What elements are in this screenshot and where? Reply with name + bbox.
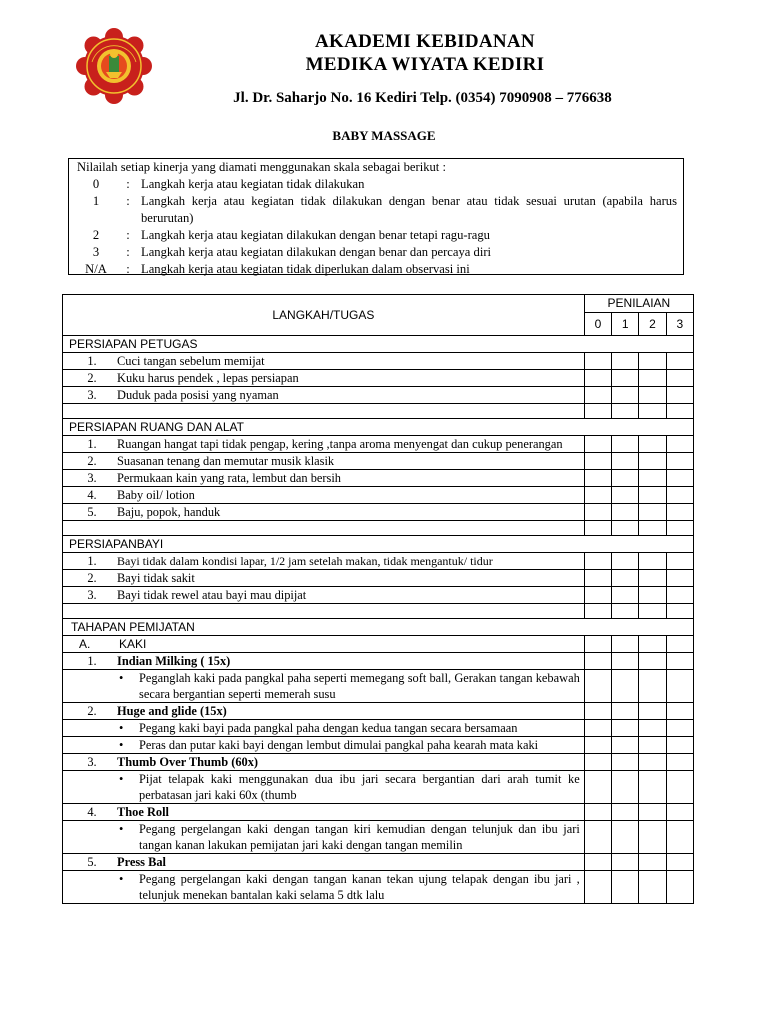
bullet-cell [63, 871, 585, 904]
score-cell[interactable] [639, 653, 666, 670]
score-cell[interactable] [584, 737, 611, 754]
task-cell [63, 387, 585, 404]
step-number: 1. [87, 654, 97, 668]
score-cell[interactable] [584, 487, 611, 504]
score-cell[interactable] [666, 453, 693, 470]
score-cell[interactable] [612, 453, 639, 470]
scale-intro: Nilailah setiap kinerja yang diamati menggunakan skala sebagai berikut : [77, 160, 446, 174]
spacer-row [63, 521, 694, 536]
scale-code: N/A [85, 262, 107, 276]
step-title: Press Bal [117, 855, 166, 869]
scale-row [77, 261, 677, 278]
step-cell [63, 703, 585, 720]
step-row [63, 854, 694, 871]
score-cell[interactable] [612, 487, 639, 504]
bullet-icon: • [119, 738, 124, 752]
score-col-1: 1 [612, 313, 639, 336]
score-cell[interactable] [612, 387, 639, 404]
item-number: 2. [87, 571, 97, 585]
item-number: 4. [87, 488, 97, 502]
bullet-text: Pegang pergelangan kaki dengan tangan kiri kemudian dengan telunjuk dan ibu jari tangan kanan lakukan pemijatan jari kaki dengan tangan memilin [139, 822, 580, 852]
score-cell[interactable] [612, 353, 639, 370]
item-number: 3. [87, 388, 97, 402]
score-cell[interactable] [666, 720, 693, 737]
task-column-header: LANGKAH/TUGAS [63, 295, 585, 336]
item-text: Cuci tangan sebelum memijat [117, 354, 265, 368]
score-col-3: 3 [666, 313, 693, 336]
score-cell[interactable] [612, 636, 639, 653]
score-cell[interactable] [584, 670, 611, 703]
score-cell[interactable] [584, 854, 611, 871]
score-cell[interactable] [612, 570, 639, 587]
score-cell[interactable] [639, 821, 666, 854]
score-cell[interactable] [584, 370, 611, 387]
score-cell[interactable] [612, 771, 639, 804]
score-cell[interactable] [584, 871, 611, 904]
section-title-ruang: PERSIAPAN RUANG DAN ALAT [63, 419, 694, 436]
bullet-text: Pijat telapak kaki menggunakan dua ibu jari secara bergantian dari arah tumit ke perbatasan jari kaki 60x (thumb [139, 772, 580, 802]
score-cell[interactable] [666, 703, 693, 720]
item-text: Bayi tidak rewel atau bayi mau dipijat [117, 588, 307, 602]
score-cell[interactable] [584, 720, 611, 737]
score-cell[interactable] [639, 771, 666, 804]
section-title-bayi: PERSIAPANBAYI [63, 536, 694, 553]
bullet-cell [63, 670, 585, 703]
score-cell[interactable] [666, 370, 693, 387]
score-cell[interactable] [666, 387, 693, 404]
score-cell[interactable] [584, 754, 611, 771]
score-cell[interactable] [584, 353, 611, 370]
bullet-text: Peganglah kaki pada pangkal paha seperti memegang soft ball, Gerakan tangan kebawah secara bergantian seperti memerah susu [139, 671, 580, 701]
score-cell[interactable] [639, 453, 666, 470]
score-cell[interactable] [584, 804, 611, 821]
score-cell[interactable] [666, 553, 693, 570]
step-row [63, 703, 694, 720]
score-cell[interactable] [639, 553, 666, 570]
step-title: Thoe Roll [117, 805, 169, 819]
scale-colon: : [126, 194, 130, 208]
score-cell[interactable] [639, 587, 666, 604]
bullet-cell [63, 771, 585, 804]
score-cell[interactable] [584, 453, 611, 470]
score-cell[interactable] [639, 504, 666, 521]
score-cell[interactable] [639, 754, 666, 771]
score-cell[interactable] [639, 804, 666, 821]
score-cell[interactable] [612, 720, 639, 737]
score-cell[interactable] [612, 587, 639, 604]
task-cell [63, 436, 585, 453]
section-title-petugas: PERSIAPAN PETUGAS [63, 336, 694, 353]
institution-name-line1: AKADEMI KEBIDANAN [315, 31, 535, 52]
item-number: 5. [87, 505, 97, 519]
item-text: Suasanan tenang dan memutar musik klasik [117, 454, 335, 468]
task-cell [63, 570, 585, 587]
step-row [63, 804, 694, 821]
score-cell[interactable] [612, 737, 639, 754]
item-number: 1. [87, 554, 97, 568]
spacer-row [63, 604, 694, 619]
table-row [63, 553, 694, 570]
task-cell [63, 587, 585, 604]
institution-name-line2: MEDIKA WIYATA KEDIRI [305, 54, 545, 75]
score-cell[interactable] [639, 387, 666, 404]
institution-logo [76, 28, 152, 104]
score-cell[interactable] [639, 703, 666, 720]
bullet-icon: • [119, 772, 124, 786]
score-cell[interactable] [639, 670, 666, 703]
task-cell [63, 453, 585, 470]
subsection-title: KAKI [119, 637, 147, 651]
score-cell[interactable] [612, 854, 639, 871]
step-title: Thumb Over Thumb (60x) [117, 755, 259, 769]
item-text: Bayi tidak dalam kondisi lapar, 1/2 jam setelah makan, tidak mengantuk/ tidur [117, 554, 493, 568]
checklist-table [62, 294, 694, 904]
bullet-row [63, 720, 694, 737]
bullet-cell [63, 821, 585, 854]
step-cell [63, 653, 585, 670]
institution-name [250, 30, 600, 76]
score-cell[interactable] [666, 353, 693, 370]
score-cell[interactable] [639, 854, 666, 871]
section-header-row [63, 536, 694, 553]
score-cell[interactable] [584, 504, 611, 521]
score-cell[interactable] [666, 487, 693, 504]
score-cell[interactable] [612, 670, 639, 703]
section-header-row [63, 419, 694, 436]
item-number: 1. [87, 437, 97, 451]
step-cell [63, 854, 585, 871]
score-cell[interactable] [666, 587, 693, 604]
task-cell [63, 504, 585, 521]
score-cell[interactable] [666, 854, 693, 871]
score-cell[interactable] [584, 703, 611, 720]
score-col-2: 2 [639, 313, 666, 336]
step-title: Indian Milking ( 15x) [117, 654, 231, 668]
score-cell[interactable] [584, 570, 611, 587]
bullet-icon: • [119, 721, 124, 735]
score-cell[interactable] [666, 570, 693, 587]
bullet-text: Peras dan putar kaki bayi dengan lembut dimulai pangkal paha kearah mata kaki [139, 738, 539, 752]
task-cell [63, 487, 585, 504]
item-text: Kuku harus pendek , lepas persiapan [117, 371, 299, 385]
score-cell[interactable] [612, 370, 639, 387]
scale-colon: : [126, 177, 130, 191]
score-cell[interactable] [666, 470, 693, 487]
table-row [63, 453, 694, 470]
scale-desc: Langkah kerja atau kegiatan dilakukan dengan benar tetapi ragu-ragu [141, 228, 490, 242]
score-cell[interactable] [639, 370, 666, 387]
score-cell[interactable] [584, 470, 611, 487]
score-cell[interactable] [666, 653, 693, 670]
score-cell[interactable] [612, 754, 639, 771]
score-cell[interactable] [584, 636, 611, 653]
score-cell[interactable] [666, 636, 693, 653]
document-title: BABY MASSAGE [332, 128, 436, 143]
table-row [63, 436, 694, 453]
scale-code: 1 [92, 194, 100, 208]
table-row [63, 504, 694, 521]
score-cell[interactable] [639, 470, 666, 487]
bullet-row [63, 821, 694, 854]
score-cell[interactable] [639, 353, 666, 370]
score-cell[interactable] [639, 436, 666, 453]
score-cell[interactable] [666, 754, 693, 771]
step-cell [63, 754, 585, 771]
item-number: 1. [87, 354, 97, 368]
bullet-row [63, 737, 694, 754]
table-row [63, 587, 694, 604]
score-cell[interactable] [612, 821, 639, 854]
scale-desc: Langkah kerja atau kegiatan tidak dilakukan [141, 177, 365, 191]
task-cell [63, 553, 585, 570]
step-title: Huge and glide (15x) [117, 704, 227, 718]
score-cell[interactable] [666, 821, 693, 854]
scale-colon: : [126, 262, 130, 276]
institution-address: Jl. Dr. Saharjo No. 16 Kediri Telp. (0354) 7090908 – 776638 [233, 90, 612, 106]
table-row [63, 570, 694, 587]
task-cell [63, 353, 585, 370]
table-row [63, 387, 694, 404]
score-cell[interactable] [666, 670, 693, 703]
score-cell[interactable] [639, 487, 666, 504]
score-cell[interactable] [639, 737, 666, 754]
scale-colon: : [126, 245, 130, 259]
section-title-pemijatan: TAHAPAN PEMIJATAN [63, 619, 694, 636]
score-cell[interactable] [612, 553, 639, 570]
step-number: 5. [87, 855, 97, 869]
score-cell[interactable] [612, 436, 639, 453]
bullet-icon: • [119, 671, 124, 685]
table-row [63, 487, 694, 504]
subsection-letter: A. [79, 637, 91, 651]
scale-code: 2 [92, 228, 100, 242]
score-cell[interactable] [639, 636, 666, 653]
table-row [63, 370, 694, 387]
item-text: Permukaan kain yang rata, lembut dan bersih [117, 471, 341, 485]
scale-code: 3 [92, 245, 100, 259]
scale-row [77, 193, 677, 227]
score-column-header: PENILAIAN [584, 295, 693, 313]
score-cell[interactable] [612, 804, 639, 821]
item-number: 3. [87, 471, 97, 485]
bullet-row [63, 871, 694, 904]
score-cell[interactable] [666, 436, 693, 453]
item-number: 2. [87, 454, 97, 468]
bullet-text: Pegang kaki bayi pada pangkal paha dengan kedua tangan secara bersamaan [139, 721, 518, 735]
score-cell[interactable] [612, 871, 639, 904]
score-cell[interactable] [666, 737, 693, 754]
step-number: 2. [87, 704, 97, 718]
score-cell[interactable] [612, 653, 639, 670]
score-cell[interactable] [639, 871, 666, 904]
bullet-cell [63, 737, 585, 754]
task-cell [63, 470, 585, 487]
bullet-row [63, 670, 694, 703]
scale-desc: Langkah kerja atau kegiatan tidak diperlukan dalam observasi ini [141, 262, 470, 276]
table-row [63, 353, 694, 370]
scale-desc: Langkah kerja atau kegiatan dilakukan dengan benar dan percaya diri [141, 245, 492, 259]
bullet-icon: • [119, 822, 124, 836]
item-text: Ruangan hangat tapi tidak pengap, kering ,tanpa aroma menyengat dan cukup penerangan [117, 437, 563, 451]
section-header-row [63, 619, 694, 636]
score-col-0: 0 [584, 313, 611, 336]
score-cell[interactable] [584, 387, 611, 404]
scale-row [77, 227, 677, 244]
spacer-row [63, 404, 694, 419]
table-row [63, 470, 694, 487]
score-cell[interactable] [584, 653, 611, 670]
bullet-icon: • [119, 872, 124, 886]
score-cell[interactable] [612, 504, 639, 521]
score-cell[interactable] [639, 570, 666, 587]
scale-row [77, 176, 677, 193]
step-number: 3. [87, 755, 97, 769]
scale-row [77, 244, 677, 261]
scale-desc: Langkah kerja atau kegiatan tidak dilakukan dengan benar atau tidak sesuai urutan (apabila harus berurutan) [141, 194, 677, 225]
score-cell[interactable] [612, 470, 639, 487]
score-cell[interactable] [584, 553, 611, 570]
subsection-cell [63, 636, 585, 653]
step-cell [63, 804, 585, 821]
step-row [63, 653, 694, 670]
step-row [63, 754, 694, 771]
bullet-text: Pegang pergelangan kaki dengan tangan kanan tekan ujung telapak dengan ibu jari , telunjuk menekan bantalan kaki selama 5 dtk lalu [139, 872, 580, 902]
score-cell[interactable] [584, 821, 611, 854]
item-number: 3. [87, 588, 97, 602]
score-cell[interactable] [666, 871, 693, 904]
step-number: 4. [87, 805, 97, 819]
score-cell[interactable] [666, 771, 693, 804]
bullet-row [63, 771, 694, 804]
score-cell[interactable] [639, 720, 666, 737]
score-cell[interactable] [584, 587, 611, 604]
section-header-row [63, 336, 694, 353]
item-text: Duduk pada posisi yang nyaman [117, 388, 279, 402]
score-cell[interactable] [666, 804, 693, 821]
score-cell[interactable] [584, 436, 611, 453]
scale-colon: : [126, 228, 130, 242]
task-cell [63, 370, 585, 387]
score-cell[interactable] [584, 771, 611, 804]
bullet-cell [63, 720, 585, 737]
subsection-row [63, 636, 694, 653]
scoring-scale-box [68, 158, 684, 275]
item-number: 2. [87, 371, 97, 385]
scale-code: 0 [92, 177, 100, 191]
item-text: Bayi tidak sakit [117, 571, 195, 585]
score-cell[interactable] [666, 504, 693, 521]
item-text: Baju, popok, handuk [117, 505, 221, 519]
score-cell[interactable] [612, 703, 639, 720]
item-text: Baby oil/ lotion [117, 488, 195, 502]
table-header-row [63, 295, 694, 313]
